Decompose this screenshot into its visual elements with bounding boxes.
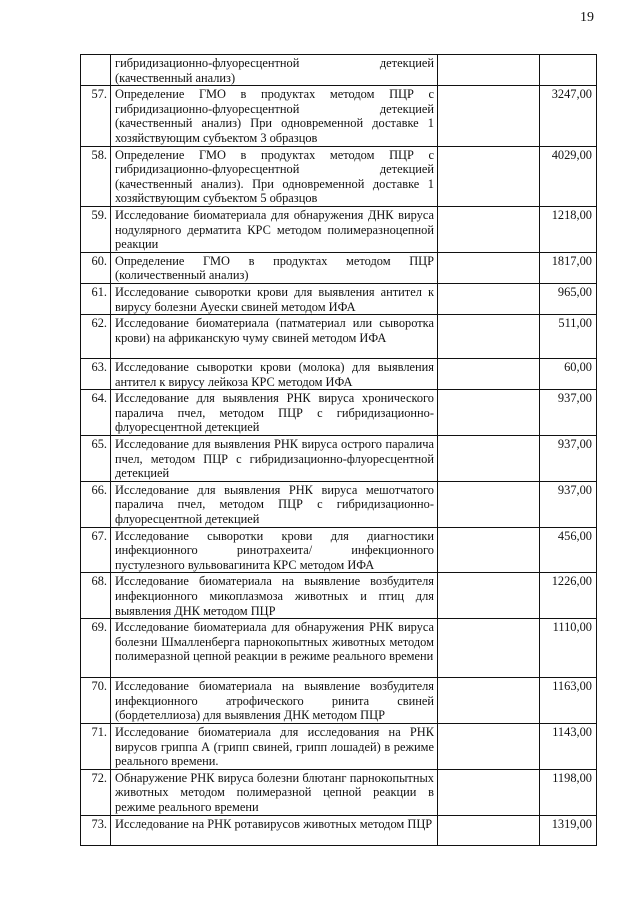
row-price: 937,00 xyxy=(540,390,597,436)
row-number: 63. xyxy=(81,359,111,390)
row-price: 937,00 xyxy=(540,436,597,482)
row-number: 70. xyxy=(81,678,111,724)
row-empty-cell xyxy=(438,359,540,390)
row-number: 59. xyxy=(81,206,111,252)
row-number: 73. xyxy=(81,815,111,845)
row-price: 965,00 xyxy=(540,283,597,314)
price-table-body xyxy=(81,55,597,846)
table-row xyxy=(81,252,597,283)
row-price: 511,00 xyxy=(540,315,597,359)
table-row xyxy=(81,815,597,845)
row-number: 68. xyxy=(81,573,111,619)
row-description: Исследование для выявления РНК вируса острого паралича пчел, методом ПЦР с гибридизационно-флуоресцентной детекцией xyxy=(111,436,438,482)
row-price: 4029,00 xyxy=(540,146,597,206)
row-description: Исследование на РНК ротавирусов животных методом ПЦР xyxy=(111,815,438,845)
row-empty-cell xyxy=(438,86,540,146)
row-description: Исследование биоматериала (патматериал или сыворотка крови) на африканскую чуму свиней методом ИФА xyxy=(111,315,438,359)
table-row xyxy=(81,436,597,482)
row-price: 456,00 xyxy=(540,527,597,573)
row-description: Исследование биоматериала на выявление возбудителя инфекционного микоплазмоза животных и птиц для выявления ДНК методом ПЦР xyxy=(111,573,438,619)
row-empty-cell xyxy=(438,55,540,86)
row-empty-cell xyxy=(438,390,540,436)
row-number: 69. xyxy=(81,619,111,678)
row-number: 58. xyxy=(81,146,111,206)
table-row xyxy=(81,315,597,359)
row-number: 61. xyxy=(81,283,111,314)
row-number: 57. xyxy=(81,86,111,146)
table-row xyxy=(81,619,597,678)
table-row xyxy=(81,678,597,724)
row-description: Исследование сыворотки крови для выявления антител к вирусу болезни Ауески свиней методом ИФА xyxy=(111,283,438,314)
row-number: 64. xyxy=(81,390,111,436)
row-price: 1319,00 xyxy=(540,815,597,845)
row-empty-cell xyxy=(438,723,540,769)
row-number: 65. xyxy=(81,436,111,482)
row-price: 937,00 xyxy=(540,481,597,527)
row-empty-cell xyxy=(438,315,540,359)
row-description: Исследование биоматериала для исследования на РНК вирусов гриппа А (грипп свиней, грипп лошадей) в режиме реального времени. xyxy=(111,723,438,769)
table-row xyxy=(81,55,597,86)
row-empty-cell xyxy=(438,527,540,573)
row-empty-cell xyxy=(438,206,540,252)
row-number: 71. xyxy=(81,723,111,769)
row-description: Исследование биоматериала для обнаружения РНК вируса болезни Шмалленберга парнокопытных животных методом полимеразной цепной реакции в режиме реального времени xyxy=(111,619,438,678)
row-description: гибридизационно-флуоресцентной детекцией (качественный анализ) xyxy=(111,55,438,86)
row-description: Исследование для выявления РНК вируса мешотчатого паралича пчел, методом ПЦР с гибридизационно-флуоресцентной детекцией xyxy=(111,481,438,527)
table-row xyxy=(81,723,597,769)
row-description: Исследование сыворотки крови для диагностики инфекционного ринотрахеита/ инфекционного пустулезного вульвовагинита КРС методом ИФА xyxy=(111,527,438,573)
row-empty-cell xyxy=(438,283,540,314)
row-empty-cell xyxy=(438,678,540,724)
row-description: Определение ГМО в продуктах методом ПЦР с гибридизационно-флуоресцентной детекцией (качественный анализ). При одновременной доставке 1 хозяйствующим субъектом 5 образцов xyxy=(111,146,438,206)
table-row xyxy=(81,390,597,436)
row-price: 1198,00 xyxy=(540,769,597,815)
row-number: 60. xyxy=(81,252,111,283)
row-empty-cell xyxy=(438,619,540,678)
row-empty-cell xyxy=(438,769,540,815)
row-description: Определение ГМО в продуктах методом ПЦР с гибридизационно-флуоресцентной детекцией (качественный анализ) При одновременной доставке 1 хозяйствующим субъектом 3 образцов xyxy=(111,86,438,146)
row-description: Обнаружение РНК вируса болезни блютанг парнокопытных животных методом полимеразной цепной реакции в режиме реального времени xyxy=(111,769,438,815)
row-price xyxy=(540,55,597,86)
row-price: 1110,00 xyxy=(540,619,597,678)
table-row xyxy=(81,573,597,619)
row-price: 1143,00 xyxy=(540,723,597,769)
row-price: 3247,00 xyxy=(540,86,597,146)
row-empty-cell xyxy=(438,815,540,845)
row-empty-cell xyxy=(438,252,540,283)
row-empty-cell xyxy=(438,481,540,527)
row-empty-cell xyxy=(438,146,540,206)
row-description: Определение ГМО в продуктах методом ПЦР (количественный анализ) xyxy=(111,252,438,283)
price-table xyxy=(80,54,597,846)
row-number xyxy=(81,55,111,86)
row-price: 1817,00 xyxy=(540,252,597,283)
row-description: Исследование сыворотки крови (молока) для выявления антител к вирусу лейкоза КРС методом ИФА xyxy=(111,359,438,390)
row-description: Исследование для выявления РНК вируса хронического паралича пчел, методом ПЦР с гибридизационно-флуоресцентной детекцией xyxy=(111,390,438,436)
table-row xyxy=(81,206,597,252)
row-price: 1226,00 xyxy=(540,573,597,619)
row-price: 60,00 xyxy=(540,359,597,390)
table-row xyxy=(81,146,597,206)
table-row xyxy=(81,769,597,815)
row-number: 62. xyxy=(81,315,111,359)
row-empty-cell xyxy=(438,573,540,619)
row-empty-cell xyxy=(438,436,540,482)
table-row xyxy=(81,86,597,146)
row-number: 67. xyxy=(81,527,111,573)
table-row xyxy=(81,527,597,573)
row-number: 72. xyxy=(81,769,111,815)
row-price: 1163,00 xyxy=(540,678,597,724)
table-row xyxy=(81,283,597,314)
row-price: 1218,00 xyxy=(540,206,597,252)
page-number: 19 xyxy=(580,10,594,25)
row-description: Исследование биоматериала для обнаружения ДНК вируса нодулярного дерматита КРС методом полимеразноцепной реакции xyxy=(111,206,438,252)
table-row xyxy=(81,359,597,390)
row-number: 66. xyxy=(81,481,111,527)
row-description: Исследование биоматериала на выявление возбудителя инфекционного атрофического ринита свиней (бордетеллиоза) для выявления ДНК методом ПЦР xyxy=(111,678,438,724)
table-row xyxy=(81,481,597,527)
